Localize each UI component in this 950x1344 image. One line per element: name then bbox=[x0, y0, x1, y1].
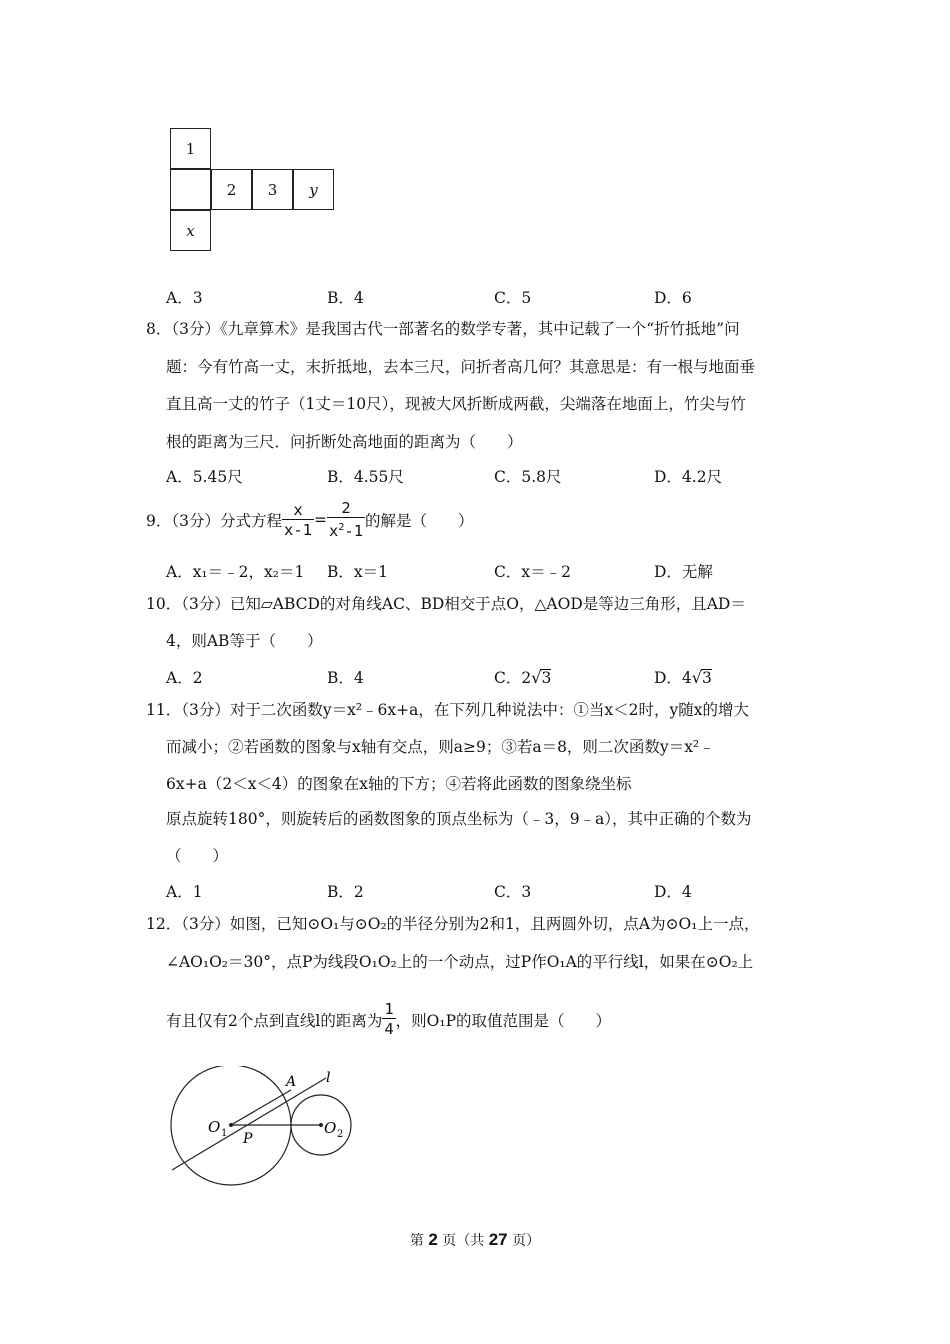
q12-line-1: 12．（3分）如图，已知⊙O₁与⊙O₂的半径分别为2和1，且两圆外切，点A为⊙O₁上一点， bbox=[146, 915, 760, 933]
q8-line-3: 直且高一丈的竹子（1丈＝10尺），现被大风折断成两截，尖端落在地面上，竹尖与竹 bbox=[166, 395, 746, 413]
q10-option-b[interactable]: B．4 bbox=[327, 669, 364, 687]
q12-circles-figure bbox=[160, 1066, 370, 1186]
footer-prefix: 第 bbox=[409, 1233, 424, 1249]
q7-option-a[interactable]: A．3 bbox=[166, 289, 203, 307]
q11-line-2: 而减小；②若函数的图象与x轴有交点，则a≥9；③若a＝8，则二次函数y＝x²﹣ bbox=[166, 738, 715, 756]
net-cell-x: x bbox=[170, 210, 211, 251]
label-p: P bbox=[243, 1131, 253, 1147]
q9-prefix: 9．（3分）分式方程 bbox=[146, 512, 282, 530]
line-l bbox=[172, 1078, 326, 1170]
q9-frac2-numerator: 2 bbox=[327, 499, 365, 518]
q10-option-d-radicand: 3 bbox=[702, 669, 712, 687]
label-o2: O bbox=[324, 1119, 337, 1137]
q8-option-b[interactable]: B．4.55尺 bbox=[327, 468, 404, 486]
q9-option-d[interactable]: D．无解 bbox=[654, 563, 713, 581]
q8-option-d[interactable]: D．4.2尺 bbox=[654, 468, 723, 486]
footer-page-number: 2 bbox=[428, 1230, 438, 1249]
label-o1-sub: 1 bbox=[221, 1128, 228, 1139]
q12-fraction bbox=[382, 1000, 395, 1039]
q7-option-c[interactable]: C．5 bbox=[494, 289, 532, 307]
q9-option-a[interactable]: A．x₁＝﹣2，x₂＝1 bbox=[166, 563, 305, 581]
q10-option-c-label: C．2 bbox=[494, 669, 532, 687]
q11-line-5: （ ） bbox=[166, 847, 229, 865]
q7-option-d[interactable]: D．6 bbox=[654, 289, 692, 307]
q11-line-1: 11．（3分）对于二次函数y＝x²﹣6x+a，在下列几种说法中：①当x＜2时，y随x的增大 bbox=[146, 701, 749, 719]
q9-frac1-numerator: x bbox=[282, 501, 314, 520]
q8-line-2: 题：今有竹高一丈，末折抵地，去本三尺，问折者高几何？其意思是：有一根与地面垂 bbox=[166, 358, 756, 376]
q10-line-1: 10．（3分）已知▱ABCD的对角线AC、BD相交于点O，△AOD是等边三角形，且AD＝ bbox=[146, 595, 746, 613]
q9-frac2-den-exp: 2 bbox=[338, 522, 345, 533]
q9-fraction-2 bbox=[327, 499, 365, 541]
q12-line3-suffix: ，则O₁P的取值范围是（ ） bbox=[395, 1011, 612, 1030]
footer-mid: 页（共 bbox=[442, 1233, 485, 1249]
q11-option-b[interactable]: B．2 bbox=[327, 883, 364, 901]
footer-total-pages: 27 bbox=[488, 1230, 508, 1249]
q12-frac-numerator: 1 bbox=[384, 1000, 394, 1018]
label-o2-sub: 2 bbox=[337, 1129, 344, 1140]
q9-frac2-denominator bbox=[327, 518, 365, 541]
cube-net-figure bbox=[170, 128, 334, 252]
point-o2 bbox=[319, 1123, 323, 1127]
q10-option-a[interactable]: A．2 bbox=[166, 669, 203, 687]
q10-option-c[interactable] bbox=[494, 666, 551, 688]
q12-frac-denominator: 4 bbox=[384, 1020, 394, 1038]
label-o1: O bbox=[208, 1118, 221, 1136]
q9-fraction-1 bbox=[282, 501, 314, 540]
q12-line-2: ∠AO₁O₂＝30°，点P为线段O₁O₂上的一个动点，过P作O₁A的平行线l，如果在⊙O₂上 bbox=[166, 953, 754, 971]
net-cell-blank bbox=[170, 169, 211, 210]
q12-line3-prefix: 有且仅有2个点到直线l的距离为 bbox=[166, 1011, 383, 1030]
q9-suffix: 的解是（ ） bbox=[365, 512, 474, 530]
q8-line-1: 8．（3分）《九章算术》是我国古代一部著名的数学专著，其中记载了一个“折竹抵地”问 bbox=[146, 320, 740, 338]
label-a: A bbox=[286, 1074, 297, 1090]
q11-option-c[interactable]: C．3 bbox=[494, 883, 532, 901]
page-footer bbox=[0, 1230, 950, 1250]
net-cell-3: 3 bbox=[252, 169, 293, 210]
q7-option-b[interactable]: B．4 bbox=[327, 289, 364, 307]
sqrt-icon: √ bbox=[691, 668, 702, 687]
label-l: l bbox=[326, 1070, 331, 1086]
q10-option-d[interactable] bbox=[654, 666, 712, 688]
q10-option-c-radicand: 3 bbox=[541, 669, 552, 687]
q11-line-4: 原点旋转180°，则旋转后的函数图象的顶点坐标为（﹣3，9﹣a），其中正确的个数为 bbox=[166, 810, 752, 828]
q9-frac2-den-tail: -1 bbox=[344, 522, 364, 540]
q8-option-c[interactable]: C．5.8尺 bbox=[494, 468, 562, 486]
q9-stem bbox=[146, 499, 474, 541]
footer-suffix: 页） bbox=[512, 1233, 541, 1249]
q10-line-2: 4，则AB等于（ ） bbox=[166, 632, 323, 650]
q11-option-a[interactable]: A．1 bbox=[166, 883, 203, 901]
q11-line-3: 6x+a（2＜x＜4）的图象在x轴的下方；④若将此函数的图象绕坐标 bbox=[166, 775, 632, 793]
net-cell-1: 1 bbox=[170, 128, 211, 169]
q9-equals: = bbox=[313, 511, 327, 529]
point-o1 bbox=[229, 1123, 233, 1127]
sqrt-icon: √ bbox=[531, 668, 542, 687]
q8-line-4: 根的距离为三尺．问折断处高地面的距离为（ ） bbox=[166, 433, 523, 451]
q11-option-d[interactable]: D．4 bbox=[654, 883, 692, 901]
q12-line-3 bbox=[166, 1000, 611, 1039]
net-cell-2: 2 bbox=[211, 169, 252, 210]
q9-option-c[interactable]: C．x＝﹣2 bbox=[494, 563, 571, 581]
q9-frac2-den-base: x bbox=[328, 522, 339, 540]
q8-option-a[interactable]: A．5.45尺 bbox=[166, 468, 243, 486]
segment-o1-a bbox=[231, 1090, 291, 1125]
q9-option-b[interactable]: B．x＝1 bbox=[327, 563, 388, 581]
q10-option-d-label: D．4 bbox=[654, 669, 692, 687]
net-cell-y: y bbox=[293, 169, 334, 210]
q9-frac1-denominator: x-1 bbox=[283, 520, 312, 539]
